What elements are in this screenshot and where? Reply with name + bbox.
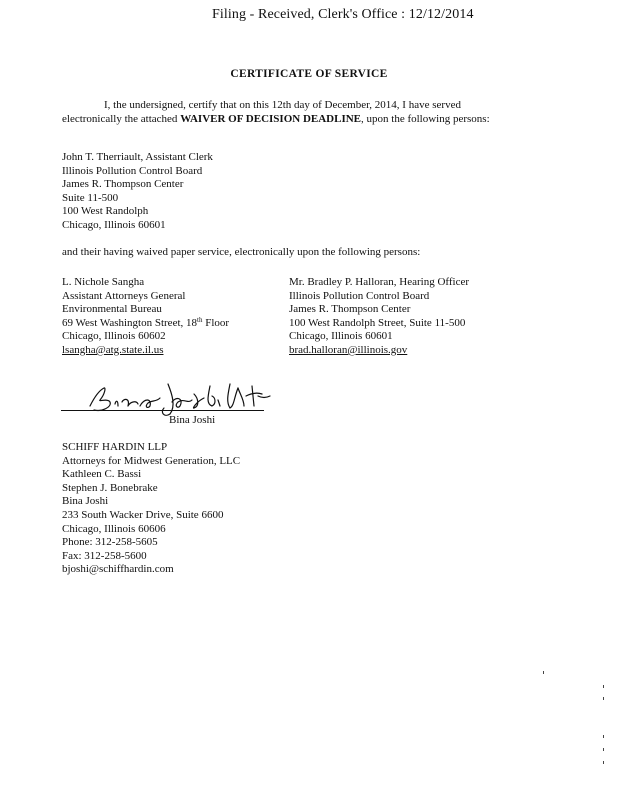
left-contact-line: Assistant Attorneys General bbox=[62, 289, 186, 302]
firm-line: Attorneys for Midwest Generation, LLC bbox=[62, 454, 241, 467]
firm-line: Fax: 312-258-5600 bbox=[62, 549, 147, 562]
primary-recipient-line: James R. Thompson Center bbox=[62, 178, 184, 191]
right-contact-block bbox=[289, 276, 469, 358]
right-contact-line: Illinois Pollution Control Board bbox=[289, 289, 430, 302]
filing-stamp: Filing - Received, Clerk's Office : 12/12/2014 bbox=[212, 7, 474, 22]
signature-line bbox=[61, 410, 264, 411]
document-title: CERTIFICATE OF SERVICE bbox=[230, 68, 388, 80]
right-contact-line: James R. Thompson Center bbox=[289, 303, 411, 316]
scan-speck bbox=[603, 761, 604, 764]
intro-text-after: , upon the following persons: bbox=[361, 113, 490, 125]
firm-line: Chicago, Illinois 60606 bbox=[62, 522, 166, 535]
right-contact-line: Mr. Bradley P. Halloran, Hearing Officer bbox=[289, 276, 470, 288]
primary-recipient-line: 100 West Randolph bbox=[62, 205, 149, 218]
firm-block bbox=[62, 441, 240, 577]
firm-line: Kathleen C. Bassi bbox=[62, 468, 142, 481]
right-contact-email-link[interactable]: brad.halloran@illinois.gov bbox=[289, 343, 408, 356]
primary-recipient-block bbox=[62, 151, 213, 233]
scan-speck bbox=[603, 685, 604, 688]
left-contact-street bbox=[62, 317, 229, 331]
handwritten-signature bbox=[60, 376, 275, 426]
scan-speck bbox=[603, 697, 604, 700]
scan-speck bbox=[603, 735, 604, 738]
left-contact-line: Environmental Bureau bbox=[62, 303, 162, 316]
street-prefix: 69 West Washington Street, 18 bbox=[62, 316, 198, 329]
firm-line: SCHIFF HARDIN LLP bbox=[62, 441, 168, 453]
scan-speck bbox=[543, 671, 544, 674]
right-contact-line: Chicago, Illinois 60601 bbox=[289, 330, 393, 343]
street-superscript: th bbox=[197, 315, 203, 324]
left-contact-city: Chicago, Illinois 60602 bbox=[62, 330, 166, 343]
left-contact-email-link[interactable]: lsangha@atg.state.il.us bbox=[62, 343, 164, 356]
firm-line: 233 South Wacker Drive, Suite 6600 bbox=[62, 508, 224, 521]
street-suffix: Floor bbox=[202, 316, 230, 329]
primary-recipient-line: Chicago, Illinois 60601 bbox=[62, 218, 166, 231]
signer-name: Bina Joshi bbox=[169, 414, 216, 426]
firm-line: Stephen J. Bonebrake bbox=[62, 481, 158, 494]
waived-service-text: and their having waived paper service, electronically upon the following persons: bbox=[62, 246, 421, 258]
document-name: WAIVER OF DECISION DEADLINE bbox=[180, 113, 362, 125]
right-contact-line: 100 West Randolph Street, Suite 11-500 bbox=[289, 316, 466, 329]
left-contact-line: L. Nichole Sangha bbox=[62, 276, 145, 288]
primary-recipient-line: Suite 11-500 bbox=[62, 191, 119, 204]
left-contact-block bbox=[62, 276, 229, 358]
firm-line: Phone: 312-258-5605 bbox=[62, 536, 158, 549]
intro-paragraph bbox=[62, 98, 522, 126]
intro-text-before: I, the undersigned, certify that on this 12th day of December, 2014, I have served electronically the attached bbox=[62, 99, 461, 125]
firm-email: bjoshi@schiffhardin.com bbox=[62, 563, 174, 576]
scan-speck bbox=[603, 748, 604, 751]
firm-line: Bina Joshi bbox=[62, 495, 109, 508]
primary-recipient-line: John T. Therriault, Assistant Clerk bbox=[62, 151, 213, 163]
primary-recipient-line: Illinois Pollution Control Board bbox=[62, 164, 203, 177]
